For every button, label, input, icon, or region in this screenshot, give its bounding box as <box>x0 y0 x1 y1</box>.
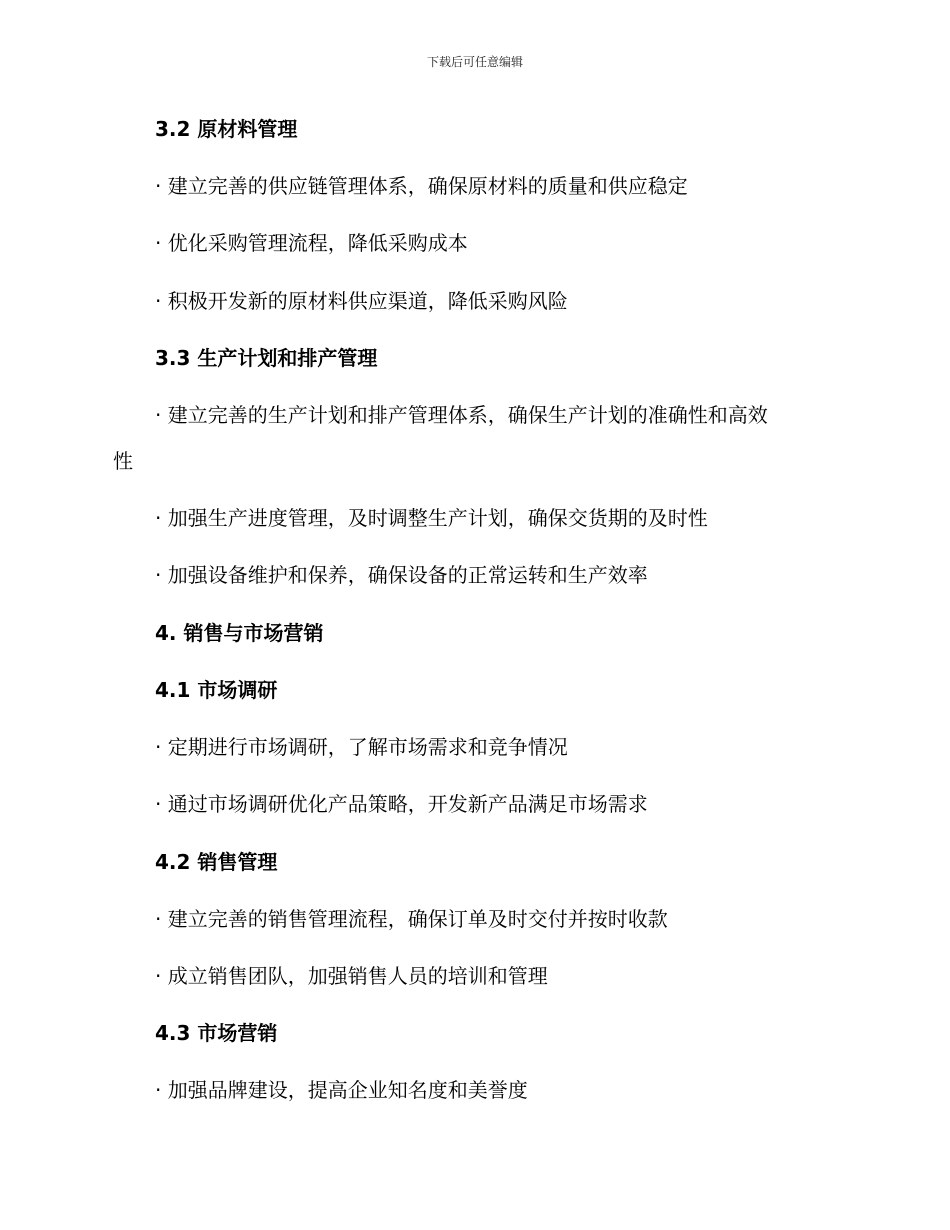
bullet-item: · 建立完善的生产计划和排产管理体系，确保生产计划的准确性和高效 <box>155 403 768 427</box>
bullet-item: · 建立完善的销售管理流程，确保订单及时交付并按时收款 <box>155 907 668 931</box>
section-heading-4-3: 4.3 市场营销 <box>155 1021 278 1045</box>
section-heading-4-1: 4.1 市场调研 <box>155 678 278 702</box>
bullet-item: · 成立销售团队，加强销售人员的培训和管理 <box>155 964 548 988</box>
bullet-item: · 加强品牌建设，提高企业知名度和美誉度 <box>155 1078 528 1102</box>
section-heading-4-2: 4.2 销售管理 <box>155 850 278 874</box>
bullet-item: · 建立完善的供应链管理体系，确保原材料的质量和供应稳定 <box>155 174 688 198</box>
bullet-item: · 通过市场调研优化产品策略，开发新产品满足市场需求 <box>155 792 648 816</box>
section-heading-4: 4. 销售与市场营销 <box>155 621 324 645</box>
page-header: 下载后可任意编辑 <box>426 55 523 69</box>
bullet-continuation: 性 <box>113 449 133 473</box>
bullet-item: · 加强设备维护和保养，确保设备的正常运转和生产效率 <box>155 563 648 587</box>
bullet-item: · 优化采购管理流程，降低采购成本 <box>155 231 468 255</box>
bullet-item: · 定期进行市场调研，了解市场需求和竞争情况 <box>155 735 568 759</box>
bullet-item: · 积极开发新的原材料供应渠道，降低采购风险 <box>155 289 568 313</box>
section-heading-3-3: 3.3 生产计划和排产管理 <box>155 346 378 370</box>
section-heading-3-2: 3.2 原材料管理 <box>155 117 298 141</box>
bullet-item: · 加强生产进度管理，及时调整生产计划，确保交货期的及时性 <box>155 506 708 530</box>
